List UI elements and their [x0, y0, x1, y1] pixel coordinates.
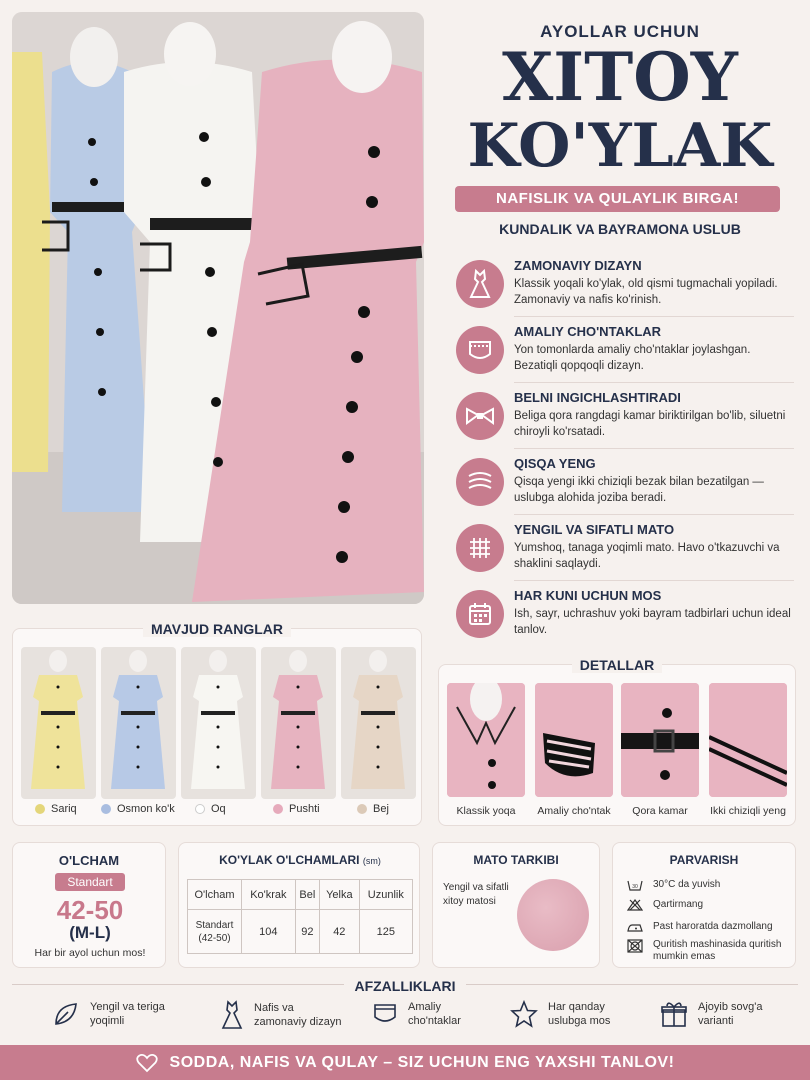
fabric-icon: [456, 524, 504, 572]
pocket-icon: [456, 326, 504, 374]
size-table: [187, 879, 413, 954]
colors-title: MAVJUD RANGLAR: [13, 621, 421, 637]
detail-image-pocket: [535, 683, 613, 797]
advantage-item: Nafis va zamonaviy dizayn: [220, 1000, 344, 1030]
detail-image-belt: [621, 683, 699, 797]
feature-title: YENGIL VA SIFATLI MATO: [514, 522, 675, 537]
advantage-item: Har qanday uslubga mos: [510, 1000, 630, 1028]
color-swatch-pushti[interactable]: [261, 647, 336, 799]
detail-label: Amaliy cho'ntak: [537, 805, 611, 817]
feature-desc: Yon tomonlarda amaliy cho'ntaklar joylashgan. Bezatiqli qopqoqli dizayn.: [514, 344, 751, 372]
table-header: Uzunlik: [359, 880, 412, 910]
table-cell: 42: [320, 910, 360, 954]
size-table-title: KO'YLAK O'LCHAMLARI (sm): [219, 853, 381, 867]
care-panel: [612, 842, 796, 968]
dress-outline-icon: [220, 1000, 244, 1030]
table-header: Bel: [295, 880, 319, 910]
care-item: Qartirmang: [627, 899, 703, 911]
fabric-desc: Yengil va sifatli xitoy matosi: [443, 882, 509, 907]
color-name: Osmon ko'k: [101, 803, 175, 815]
details-panel: [438, 657, 796, 826]
feature-item: [456, 588, 796, 650]
feature-desc: Qisqa yengi ikki chiziqli bezak bilan bezatilgan — uslubga alohida joziba beradi.: [514, 476, 764, 504]
advantages-title: AFZALLIKLARI: [0, 978, 810, 996]
color-swatch-bej[interactable]: [341, 647, 416, 799]
gift-icon: [660, 1000, 688, 1028]
detail-label: Klassik yoqa: [456, 805, 516, 817]
feature-item: [456, 456, 796, 518]
feature-title: QISQA YENG: [514, 456, 596, 471]
color-swatch-sariq[interactable]: [21, 647, 96, 799]
feature-title: HAR KUNI UCHUN MOS: [514, 588, 662, 603]
color-name: Oq: [195, 803, 226, 815]
table-cell: 125: [359, 910, 412, 954]
iron-low-icon: [627, 921, 643, 933]
size-range: 42-50: [56, 895, 124, 925]
feature-item: [456, 390, 796, 452]
table-header: Yelka: [320, 880, 360, 910]
heart-icon: [136, 1053, 158, 1073]
svg-text:30: 30: [632, 884, 638, 890]
table-header: O'lcham: [188, 880, 242, 910]
sleeve-stripes-icon: [456, 458, 504, 506]
size-letters: (M-L): [69, 923, 111, 942]
detail-image-sleeve: [709, 683, 787, 797]
color-swatch-oq[interactable]: [181, 647, 256, 799]
fabric-title: MATO TARKIBI: [473, 853, 559, 867]
no-tumble-dry-icon: [627, 939, 643, 953]
care-title: PARVARISH: [669, 853, 739, 867]
star-icon: [510, 1000, 538, 1028]
feature-desc: Klassik yoqali ko'ylak, old qismi tugmachali yopiladi. Zamonaviy va nafis ko'rinish.: [514, 278, 778, 306]
tagline-ribbon: NAFISLIK VA QULAYLIK BIRGA!: [455, 186, 780, 212]
fabric-swatch-image: [517, 879, 589, 951]
table-header: Ko'krak: [242, 880, 296, 910]
size-note: Har bir ayol uchun mos!: [34, 947, 146, 959]
color-swatch-osmon-kok[interactable]: [101, 647, 176, 799]
header-subtitle: KUNDALIK VA BAYRAMONA USLUB: [499, 221, 741, 237]
advantage-item: Yengil va teriga yoqimli: [52, 1000, 170, 1028]
size-panel: [12, 842, 166, 968]
header-kicker: AYOLLAR UCHUN: [540, 22, 700, 41]
color-name: Sariq: [35, 803, 77, 815]
page-title-line1: XITOY: [502, 38, 738, 116]
footer-banner: [0, 1045, 810, 1080]
dress-icon: [456, 260, 504, 308]
feature-desc: Yumshoq, tanaga yoqimli mato. Havo o'tkazuvchi va shaklini saqlaydi.: [514, 542, 780, 570]
size-table-panel: [178, 842, 420, 968]
detail-label: Qora kamar: [632, 805, 688, 817]
feature-title: AMALIY CHO'NTAKLAR: [514, 324, 662, 339]
belt-bow-icon: [456, 392, 504, 440]
no-bleach-icon: [627, 899, 643, 911]
color-name: Bej: [357, 803, 389, 815]
feature-item: [456, 522, 796, 584]
care-item: Quritish mashinasida quritish mumkin emas: [627, 939, 791, 963]
table-cell: Standart (42-50): [188, 910, 242, 954]
feature-title: ZAMONAVIY DIZAYN: [514, 258, 642, 273]
details-title: DETALLAR: [439, 657, 795, 673]
advantage-item: Ajoyib sovg'a varianti: [660, 1000, 778, 1028]
table-cell: 104: [242, 910, 296, 954]
feature-item: [456, 324, 796, 386]
pocket-outline-icon: [372, 1001, 398, 1027]
feature-item: [456, 258, 796, 320]
advantage-item: Amaliy cho'ntaklar: [372, 1000, 478, 1028]
care-item: Past haroratda dazmollang: [627, 921, 773, 933]
detail-image-collar: [447, 683, 525, 797]
footer-text: SODDA, NAFIS VA QULAY – SIZ UCHUN ENG YAXSHI TANLOV!: [169, 1053, 675, 1071]
leaf-icon: [52, 1000, 80, 1028]
colors-panel: [12, 621, 422, 826]
wash-30-icon: [627, 879, 643, 891]
page-title-line2: KO'YLAK: [467, 111, 773, 181]
detail-label: Ikki chiziqli yeng: [710, 805, 786, 817]
feature-desc: Beliga qora rangdagi kamar biriktirilgan bo'lib, siluetni chiroyli ko'rsatadi.: [514, 410, 786, 438]
feature-title: BELNI INGICHLASHTIRADI: [514, 390, 681, 405]
calendar-icon: [456, 590, 504, 638]
fabric-panel: [432, 842, 600, 968]
color-name: Pushti: [273, 803, 320, 815]
hero-product-photo: [12, 12, 424, 604]
size-badge: Standart: [55, 873, 125, 891]
care-item: 30 30°C da yuvish: [627, 879, 720, 891]
size-title: O'LCHAM: [58, 853, 120, 868]
table-cell: 92: [295, 910, 319, 954]
feature-desc: Ish, sayr, uchrashuv yoki bayram tadbirlari uchun ideal tanlov.: [514, 608, 791, 636]
